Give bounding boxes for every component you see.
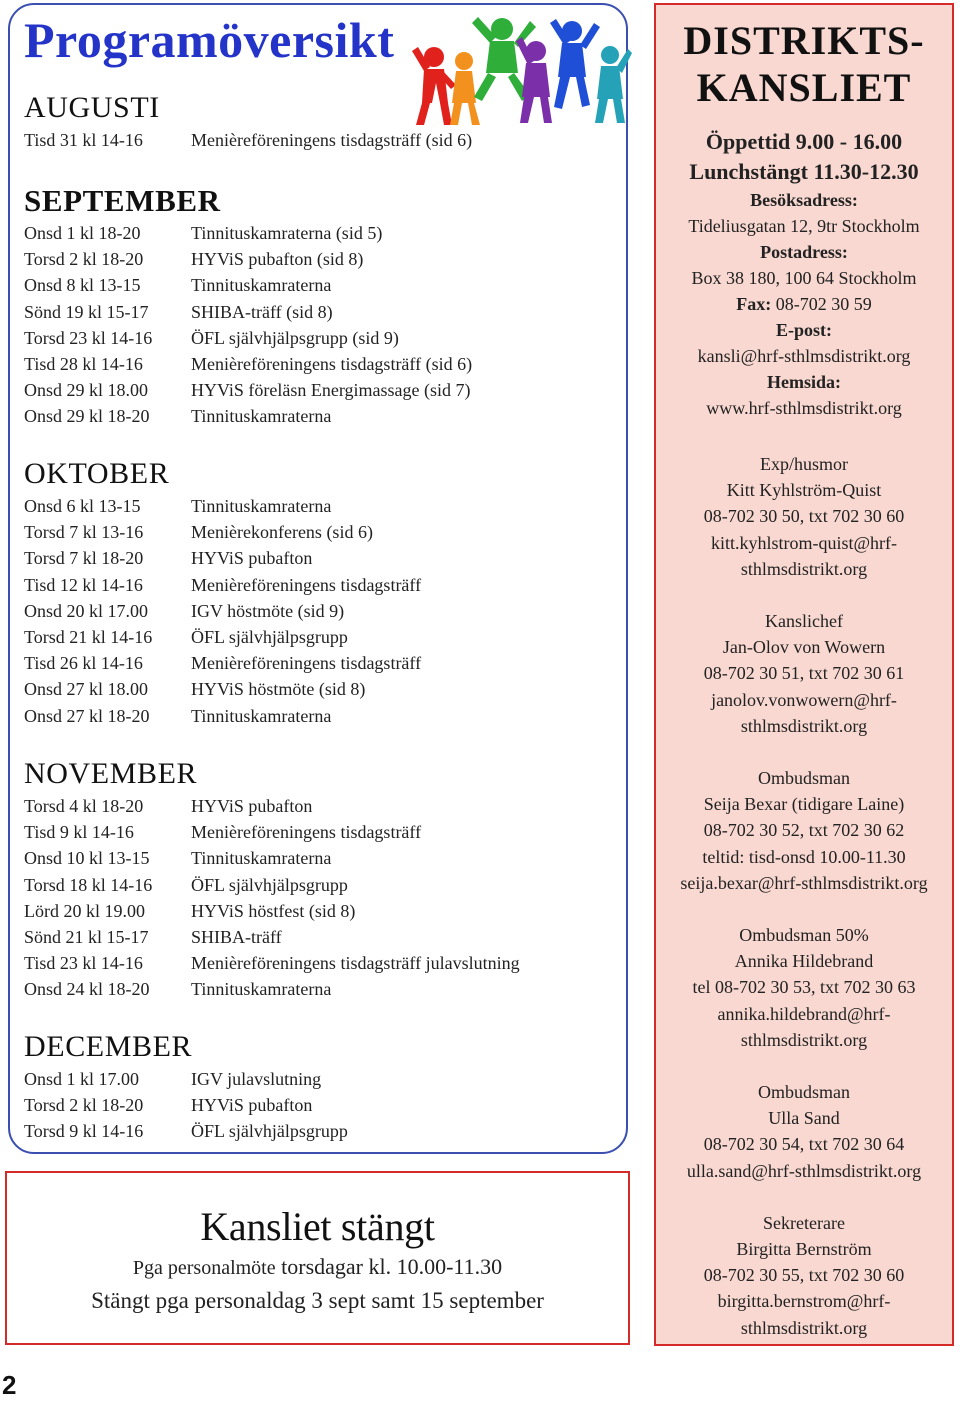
page-title: Programöversikt xyxy=(24,12,395,68)
event-time: Tisd 12 kl 14-16 xyxy=(24,574,143,595)
fax-number: 08-702 30 59 xyxy=(771,294,872,314)
office-title xyxy=(656,17,952,111)
event-time: Tisd 31 kl 14-16 xyxy=(24,130,143,150)
event-time: Sönd 19 kl 15-17 xyxy=(24,301,149,322)
event-time: Lörd 20 kl 19.00 xyxy=(24,900,145,921)
visit-address-label: Besöksadress: xyxy=(750,190,858,210)
month-title: OKTOBER xyxy=(24,457,170,490)
event-row xyxy=(24,650,624,676)
event-title: SHIBA-träff xyxy=(191,926,282,947)
event-time: Onsd 27 kl 18.00 xyxy=(24,679,149,700)
event-title: Tinnituskamraterna (sid 5) xyxy=(191,223,383,243)
contact-email[interactable]: annika.hildebrand@hrf- xyxy=(717,1003,891,1024)
event-row xyxy=(24,246,624,272)
event-title: ÖFL självhjälpsgrupp xyxy=(191,874,348,895)
email-link[interactable]: kansli@hrf-sthlmsdistrikt.org xyxy=(697,346,911,366)
month-title: DECEMBER xyxy=(24,1030,193,1063)
lunch-hours: Lunchstängt 11.30-12.30 xyxy=(689,159,919,184)
website-label: Hemsida: xyxy=(767,372,841,392)
contact-email[interactable]: ulla.sand@hrf-sthlmsdistrikt.org xyxy=(686,1160,922,1181)
contact-phone: 08-702 30 52, txt 702 30 62 xyxy=(703,820,905,841)
postal-address-label: Postadress: xyxy=(760,242,848,262)
contact-card xyxy=(656,608,952,739)
event-title: HYViS pubafton xyxy=(191,548,313,569)
contact-email[interactable]: janolov.vonwowern@hrf- xyxy=(711,689,897,710)
event-row xyxy=(24,272,624,298)
contact-phone: 08-702 30 54, txt 702 30 64 xyxy=(703,1134,905,1155)
visit-address: Tideliusgatan 12, 9tr Stockholm xyxy=(688,216,920,236)
month-augusti xyxy=(24,93,624,153)
event-title: Tinnituskamraterna xyxy=(191,275,332,296)
contact-email-cont[interactable]: sthlmsdistrikt.org xyxy=(740,558,868,579)
notice-line-1-lead: Pga personalmöte xyxy=(132,1257,276,1279)
event-title: HYViS pubafton (sid 8) xyxy=(191,249,364,270)
event-row xyxy=(24,598,624,624)
event-row xyxy=(24,403,624,429)
event-row xyxy=(24,325,624,351)
event-title: Tinnituskamraterna xyxy=(191,496,332,516)
notice-line-2: Stängt pga personaldag 3 sept samt 15 september xyxy=(91,1288,544,1313)
contact-card xyxy=(656,765,952,896)
event-row xyxy=(24,898,624,924)
event-time: Tisd 28 kl 14-16 xyxy=(24,353,143,374)
contact-card xyxy=(656,922,952,1053)
event-time: Torsd 2 kl 18-20 xyxy=(24,249,144,270)
event-title: HYViS höstfest (sid 8) xyxy=(191,900,356,921)
event-time: Torsd 7 kl 18-20 xyxy=(24,548,144,569)
event-row xyxy=(24,351,624,377)
event-title: HYViS föreläsn Energimassage (sid 7) xyxy=(191,380,471,401)
notice-line-1 xyxy=(7,1254,628,1280)
contact-email-cont[interactable]: sthlmsdistrikt.org xyxy=(740,715,868,736)
contact-card xyxy=(656,1079,952,1184)
event-row xyxy=(24,127,624,153)
event-row xyxy=(24,676,624,702)
contact-phone-hours: teltid: tisd-onsd 10.00-11.30 xyxy=(702,846,906,867)
event-time: Tisd 23 kl 14-16 xyxy=(24,953,143,974)
event-row xyxy=(24,220,624,246)
event-title: Menièreföreningens tisdagsträff julavslutning xyxy=(191,953,520,974)
event-title: Menièreföreningens tisdagsträff (sid 6) xyxy=(191,353,473,374)
event-time: Onsd 29 kl 18.00 xyxy=(24,380,149,401)
contact-card xyxy=(656,1210,952,1341)
event-title: HYViS höstmöte (sid 8) xyxy=(191,679,366,700)
month-title: NOVEMBER xyxy=(24,757,198,790)
event-row xyxy=(24,793,624,819)
event-row xyxy=(24,519,624,545)
page-number: 2 xyxy=(2,1370,17,1400)
contact-phone: tel 08-702 30 53, txt 702 30 63 xyxy=(692,977,916,998)
opening-hours xyxy=(656,127,952,187)
contact-role: Ombudsman xyxy=(758,1082,850,1103)
event-row xyxy=(24,950,624,976)
office-title-line-1: DISTRIKTS- xyxy=(683,18,925,63)
event-title: ÖFL självhjälpsgrupp (sid 9) xyxy=(191,327,399,348)
event-title: Menièrekonferens (sid 6) xyxy=(191,522,373,543)
event-title: Tinnituskamraterna xyxy=(191,848,332,869)
event-title: HYViS pubafton xyxy=(191,1095,313,1116)
event-title: ÖFL självhjälpsgrupp xyxy=(191,1121,348,1142)
event-time: Torsd 7 kl 13-16 xyxy=(24,522,144,543)
email-label: E-post: xyxy=(775,320,832,340)
event-time: Sönd 21 kl 15-17 xyxy=(24,926,149,947)
postal-address: Box 38 180, 100 64 Stockholm xyxy=(691,268,917,288)
event-row xyxy=(24,976,624,1002)
event-title: Menièreföreningens tisdagsträff (sid 6) xyxy=(191,130,473,150)
event-row xyxy=(24,1092,624,1118)
website-link[interactable]: www.hrf-sthlmsdistrikt.org xyxy=(706,398,902,418)
contact-email-cont[interactable]: sthlmsdistrikt.org xyxy=(740,1317,868,1338)
event-row xyxy=(24,1118,624,1144)
event-title: Menièreföreningens tisdagsträff xyxy=(191,574,422,595)
contact-name: Birgitta Bernström xyxy=(736,1239,872,1260)
event-row xyxy=(24,377,624,403)
event-title: Tinnituskamraterna xyxy=(191,705,332,726)
open-hours: Öppettid 9.00 - 16.00 xyxy=(705,129,903,154)
contact-phone: 08-702 30 55, txt 702 30 60 xyxy=(703,1265,905,1286)
event-title: IGV julavslutning xyxy=(191,1069,322,1089)
office-title-line-2: KANSLIET xyxy=(696,65,912,110)
contact-role: Exp/husmor xyxy=(760,454,848,474)
event-title: SHIBA-träff (sid 8) xyxy=(191,301,333,322)
event-time: Torsd 23 kl 14-16 xyxy=(24,327,153,348)
contact-name: Annika Hildebrand xyxy=(734,951,874,972)
contact-email[interactable]: birgitta.bernstrom@hrf- xyxy=(717,1291,891,1312)
event-time: Torsd 9 kl 14-16 xyxy=(24,1121,144,1142)
event-row xyxy=(24,872,624,898)
event-time: Tisd 26 kl 14-16 xyxy=(24,653,143,674)
event-time: Onsd 6 kl 13-15 xyxy=(24,496,141,516)
event-row xyxy=(24,703,624,729)
event-title: Menièreföreningens tisdagsträff xyxy=(191,653,422,674)
month-title: AUGUSTI xyxy=(24,91,160,124)
contact-name: Ulla Sand xyxy=(768,1108,840,1129)
contact-list xyxy=(656,451,952,1341)
contact-role: Kanslichef xyxy=(765,611,843,632)
event-time: Onsd 27 kl 18-20 xyxy=(24,705,150,726)
event-title: HYViS pubafton xyxy=(191,796,313,816)
contact-email[interactable]: seija.bexar@hrf-sthlmsdistrikt.org xyxy=(680,872,928,893)
event-row xyxy=(24,924,624,950)
month-december xyxy=(24,1032,624,1145)
event-title: Tinnituskamraterna xyxy=(191,406,332,427)
event-time: Onsd 8 kl 13-15 xyxy=(24,275,141,296)
notice-title: Kansliet stängt xyxy=(200,1204,435,1249)
event-time: Torsd 2 kl 18-20 xyxy=(24,1095,144,1116)
contact-name: Kitt Kyhlström-Quist xyxy=(726,480,882,501)
event-time: Torsd 18 kl 14-16 xyxy=(24,874,153,895)
contact-role: Sekreterare xyxy=(763,1212,845,1233)
contact-phone: 08-702 30 51, txt 702 30 61 xyxy=(703,663,905,684)
event-title: ÖFL självhjälpsgrupp xyxy=(191,626,348,647)
event-row xyxy=(24,819,624,845)
program-panel xyxy=(8,3,628,1154)
event-row xyxy=(24,299,624,325)
contact-email[interactable]: kitt.kyhlstrom-quist@hrf- xyxy=(710,532,898,553)
event-time: Onsd 1 kl 18-20 xyxy=(24,223,141,243)
event-row xyxy=(24,845,624,871)
event-time: Onsd 10 kl 13-15 xyxy=(24,848,150,869)
office-panel xyxy=(654,3,954,1346)
event-time: Tisd 9 kl 14-16 xyxy=(24,822,134,843)
event-time: Onsd 24 kl 18-20 xyxy=(24,979,150,1000)
event-time: Onsd 1 kl 17.00 xyxy=(24,1069,140,1089)
notice-line-1-rest: torsdagar kl. 10.00-11.30 xyxy=(275,1254,503,1279)
contact-email-cont[interactable]: sthlmsdistrikt.org xyxy=(740,1029,868,1050)
contact-role: Ombudsman xyxy=(758,768,850,789)
event-row xyxy=(24,1066,624,1092)
event-title: Menièreföreningens tisdagsträff xyxy=(191,822,422,843)
event-time: Onsd 29 kl 18-20 xyxy=(24,406,150,427)
event-time: Torsd 4 kl 18-20 xyxy=(24,796,144,816)
month-november xyxy=(24,759,624,1003)
event-row xyxy=(24,572,624,598)
office-closed-notice xyxy=(5,1171,630,1345)
month-oktober xyxy=(24,459,624,729)
event-row xyxy=(24,493,624,519)
event-title: Tinnituskamraterna xyxy=(191,979,332,1000)
month-title: SEPTEMBER xyxy=(24,183,221,218)
contact-name: Seija Bexar (tidigare Laine) xyxy=(703,794,905,815)
event-time: Torsd 21 kl 14-16 xyxy=(24,626,153,647)
contact-card xyxy=(656,451,952,582)
contact-role: Ombudsman 50% xyxy=(739,925,869,946)
contact-phone: 08-702 30 50, txt 702 30 60 xyxy=(703,506,905,527)
fax-line xyxy=(656,291,952,317)
event-row xyxy=(24,624,624,650)
event-row xyxy=(24,545,624,571)
event-time: Onsd 20 kl 17.00 xyxy=(24,600,149,621)
contact-name: Jan-Olov von Wowern xyxy=(722,637,886,658)
fax-label: Fax: xyxy=(736,294,772,314)
event-title: IGV höstmöte (sid 9) xyxy=(191,600,345,621)
month-september xyxy=(24,183,624,430)
